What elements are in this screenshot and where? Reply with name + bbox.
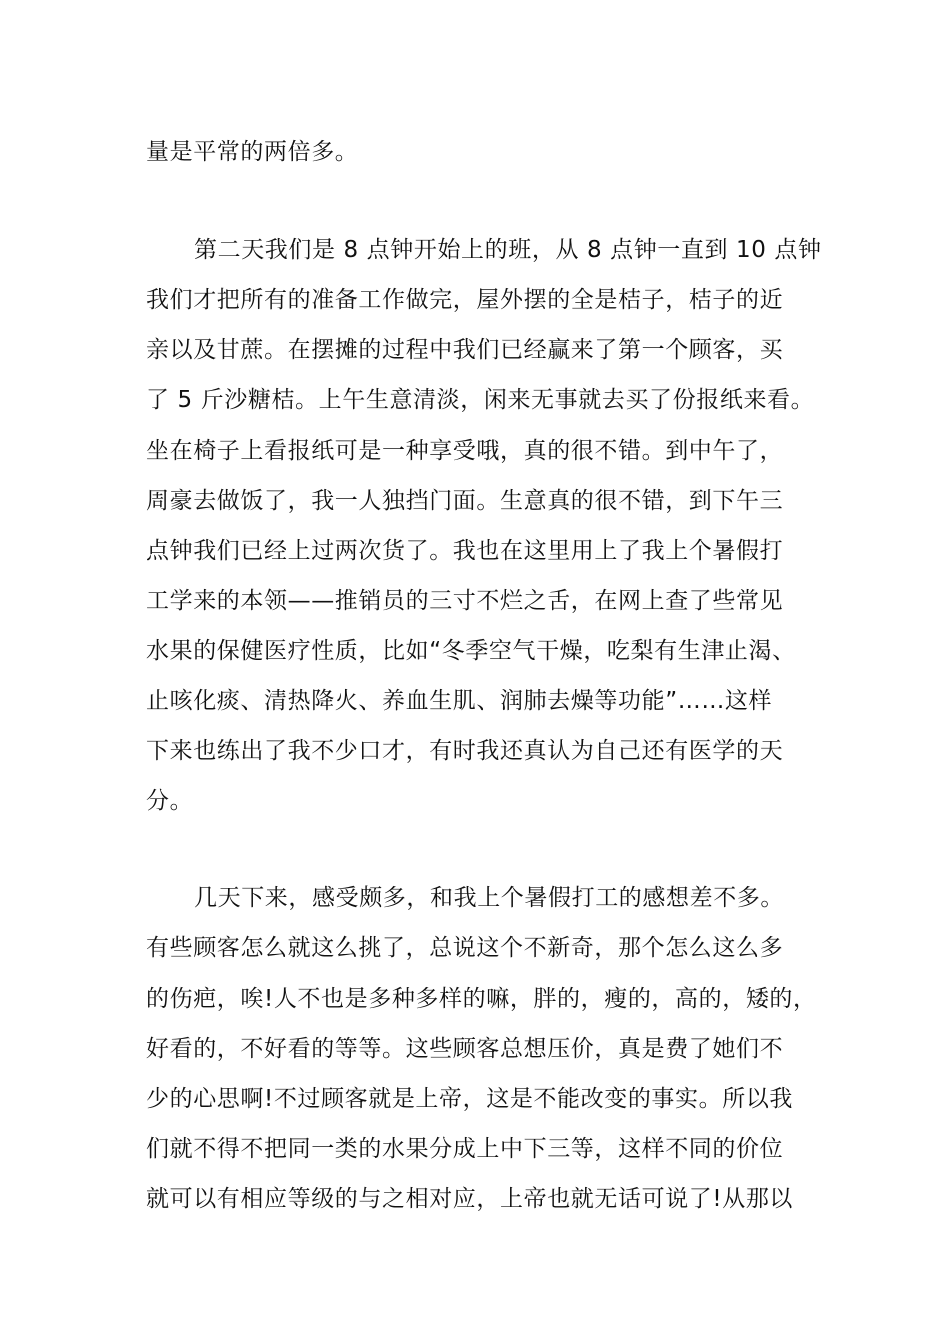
text-line: 们就不得不把同一类的水果分成上中下三等，这样不同的价位 — [146, 1136, 784, 1162]
text-line: 点钟我们已经上过两次货了。我也在这里用上了我上个暑假打 — [146, 538, 784, 564]
text-line: 水果的保健医疗性质，比如“冬季空气干燥，吃梨有生津止渴、 — [146, 638, 796, 664]
text-line: 几天下来，感受颇多，和我上个暑假打工的感想差不多。 — [194, 885, 784, 911]
text-line: 下来也练出了我不少口才，有时我还真认为自己还有医学的天 — [146, 738, 784, 764]
text-line: 的伤疤，唉!人不也是多种多样的嘛，胖的，瘦的，高的，矮的， — [146, 986, 817, 1012]
text-line: 周豪去做饭了，我一人独挡门面。生意真的很不错，到下午三 — [146, 488, 784, 514]
text-line: 少的心思啊!不过顾客就是上帝，这是不能改变的事实。所以我 — [146, 1086, 794, 1112]
text-line: 了 5 斤沙糖桔。上午生意清淡，闲来无事就去买了份报纸来看。 — [146, 387, 815, 413]
text-line: 工学来的本领——推销员的三寸不烂之舌，在网上查了些常见 — [146, 588, 784, 614]
text-line: 好看的，不好看的等等。这些顾客总想压价，真是费了她们不 — [146, 1036, 784, 1062]
text-line: 量是平常的两倍多。 — [146, 139, 359, 165]
text-line: 有些顾客怎么就这么挑了，总说这个不新奇，那个怎么这么多 — [146, 935, 784, 961]
text-line: 分。 — [146, 788, 194, 814]
text-line: 第二天我们是 8 点钟开始上的班，从 8 点钟一直到 10 点钟 — [194, 237, 822, 263]
text-line: 就可以有相应等级的与之相对应，上帝也就无话可说了!从那以 — [146, 1186, 794, 1212]
text-line: 止咳化痰、清热降火、养血生肌、润肺去燥等功能”……这样 — [146, 688, 773, 714]
text-line: 亲以及甘蔗。在摆摊的过程中我们已经赢来了第一个顾客，买 — [146, 337, 784, 363]
text-line: 我们才把所有的准备工作做完，屋外摆的全是桔子，桔子的近 — [146, 287, 784, 313]
text-line: 坐在椅子上看报纸可是一种享受哦，真的很不错。到中午了， — [146, 438, 784, 464]
